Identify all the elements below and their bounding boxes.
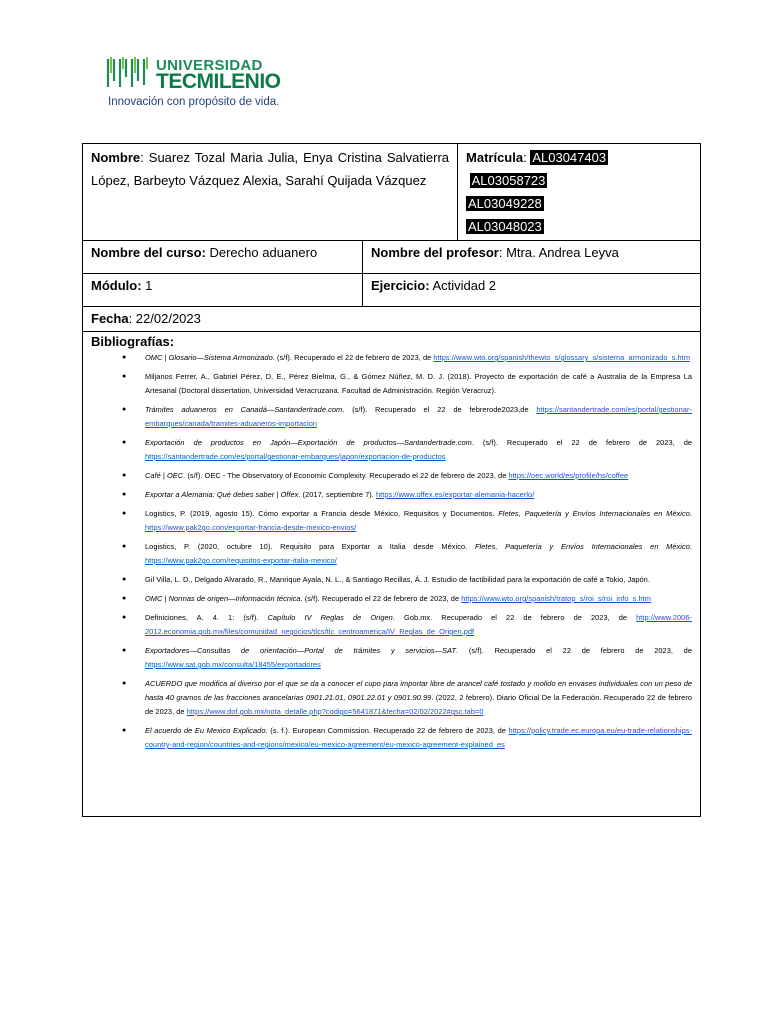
logo-tagline: Innovación con propósito de vida. [108, 96, 280, 108]
reference-item [122, 436, 693, 464]
matricula-label: Matrícula [466, 150, 524, 165]
matricula-cell: Matrícula: AL03047403 AL03058723 AL03049228 AL03048023 [458, 144, 701, 241]
reference-item [122, 488, 692, 502]
reference-item [122, 724, 693, 752]
reference-link[interactable]: https://www.wto.org/spanish/tratop_s/roi_s/roi_info_s.htm [461, 594, 651, 603]
reference-link[interactable]: https://www.dof.gob.mx/nota_detalle.php?codigo=5641871&fecha=02/02/2022#gsc.tab=0 [186, 707, 484, 716]
bullet-icon: ● [122, 491, 127, 498]
reference-title: El acuerdo de Eu Mexico Explicado [145, 726, 266, 735]
reference-item [122, 540, 693, 568]
bullet-icon: ● [122, 406, 127, 413]
course-cell [83, 241, 363, 274]
fecha-value: : 22/02/2023 [128, 311, 201, 326]
bullet-icon: ● [122, 439, 127, 446]
bullet-icon: ● [122, 510, 127, 517]
logo-university-text: UNIVERSIDAD [156, 57, 263, 74]
bullet-icon: ● [122, 647, 127, 654]
reference-text: . (s/f). Recuperado el 22 de febrero de 2023, de [300, 594, 462, 603]
reference-item [122, 469, 692, 483]
bullet-icon: ● [122, 543, 127, 550]
reference-link[interactable]: https://www.pak2go.com/requisitos-exportar-italia-mexico/ [145, 556, 337, 565]
cover-table [82, 143, 701, 817]
reference-title: Exportación de productos en Japón—Exportación de productos—Santandertrade.com [145, 438, 472, 447]
reference-item [122, 370, 693, 398]
reference-text: . (s/f). Recuperado el 22 de febrero de 2023, de [456, 646, 693, 655]
exercise-cell [363, 274, 701, 307]
ejercicio-label: Ejercicio: [371, 278, 430, 293]
curso-label: Nombre del curso: [91, 245, 206, 260]
reference-link[interactable]: https://santandertrade.com/es/portal/gestionar-embarques/japon/exportacion-de-productos [145, 452, 446, 461]
reference-title: Capítulo IV Reglas de Origen [267, 613, 393, 622]
profesor-label: Nombre del profesor [371, 245, 499, 260]
reference-text: Logistics, P. (2019, agosto 15). Cómo exportar a Francia desde México, Requisitos y Documentos. [145, 509, 499, 518]
bullet-icon: ● [122, 680, 127, 687]
fecha-label: Fecha [91, 311, 129, 326]
bullet-icon: ● [122, 727, 127, 734]
bullet-icon: ● [122, 576, 127, 583]
reference-title: Exportadores—Consultas de orientación—Portal de trámites y servicios—SAT [145, 646, 457, 655]
reference-item [122, 611, 692, 639]
reference-title: Trámites aduaneros en Canadá—Santandertrade.com [145, 405, 343, 414]
references-cell [83, 332, 701, 817]
matricula-id: AL03058723 [471, 173, 546, 188]
ejercicio-value: Actividad 2 [432, 278, 497, 293]
reference-title: OMC | Normas de origen—Información técnica [145, 594, 301, 603]
bibliography-cell [83, 307, 701, 332]
reference-title: Fletes, Paquetería y Envíos Internacionales en México [498, 509, 690, 518]
reference-link[interactable]: https://www.wto.org/spanish/thewto_s/glossary_s/sistema_armonizado_s.htm [433, 353, 691, 362]
bibliografias-heading: Bibliografías: [91, 334, 175, 349]
reference-title: OMC | Glosario—Sistema Armonizado [145, 353, 273, 362]
reference-list [91, 351, 692, 752]
reference-item [122, 351, 692, 365]
reference-text: Definiciones, A. 4. 1: (s/f). [145, 613, 268, 622]
reference-link[interactable]: http://www.2006-2012.economia.gob.mx/files/comunidad_negocios/tlcs/tlc_centroamerica/IV_Reglas_de_Origen.pdf [145, 613, 692, 636]
modulo-value: 1 [145, 278, 153, 293]
student-names-cell [83, 144, 458, 241]
reference-text: . Gob.mx. Recuperado el 22 de febrero de 2023, de [392, 613, 637, 622]
bullet-icon: ● [122, 373, 127, 380]
reference-text: . (s/f). Recuperado el 22 de febrero de 2023, de [272, 353, 434, 362]
logo-tecmilenio-text: TECMILENIO [156, 70, 281, 93]
modulo-label: Módulo: [91, 278, 142, 293]
reference-text: . (2017, septiembre 7). [298, 490, 376, 499]
fecha-line [91, 309, 692, 329]
reference-title: Exportar a Alemania: Qué debes saber | Offex [145, 490, 299, 499]
bullet-icon: ● [122, 595, 127, 602]
reference-title: Café | OEC [145, 471, 184, 480]
curso-value: Derecho aduanero [209, 245, 318, 260]
bullet-icon: ● [122, 472, 127, 479]
tecmilenio-logo-icon [104, 55, 156, 91]
reference-text: Gil Villa, L. D., Delgado Alvarado, R., Manrique Ayala, N. L., & Santiago Recillas, Á. J. Estudio de factibilidad para la exportación de café a Tokio, Japón. [145, 575, 650, 584]
profesor-value: : Mtra. Andrea Leyva [498, 245, 619, 260]
reference-text: . (s/f). Recuperado el 22 de febrero de 2023, de [471, 438, 693, 447]
reference-link[interactable]: https://www.sat.gob.mx/consulta/18455/exportadores [145, 660, 321, 669]
reference-item [122, 677, 693, 719]
reference-text: Miljanos Ferrer, A., Gabriel Pérez, D. E., Pérez Bielma, G., & Gómez Núñez, M. D. J. (2018). Proyecto de exportación de café a Australia de la Empresa La Artesanal (Doctoral dissertation, Universidad Veracruzana. Facultad de Administración. Región Veracruz). [145, 372, 693, 395]
matricula-id: AL03048023 [468, 219, 542, 234]
reference-text: . (s. f.). European Commission. Recuperado 22 de febrero de 2023, de [265, 726, 509, 735]
bullet-icon: ● [122, 614, 127, 621]
reference-link[interactable]: https://santandertrade.com/es/portal/gestionar-embarques/canada/tramites-aduaneros-importacion [145, 405, 693, 428]
reference-item [122, 644, 693, 672]
reference-text: . [689, 542, 693, 551]
matricula-id: AL03047403 [532, 150, 607, 165]
reference-text: . [689, 509, 692, 518]
reference-link[interactable]: https://www.pak2go.com/exportar-francia-desde-mexico-envios/ [145, 523, 357, 532]
module-cell [83, 274, 363, 307]
reference-text: Logistics, P. (2020, octubre 10). Requisito para Exportar a Italia desde México. [145, 542, 475, 551]
reference-item [122, 573, 692, 587]
reference-text: . (2022, 2 febrero). Diario Oficial De la Federación. Recuperado 22 de febrero de 2023, de [145, 693, 693, 716]
professor-cell [363, 241, 701, 274]
reference-link[interactable]: https://oec.world/es/profile/hs/coffee [508, 471, 629, 480]
bullet-icon: ● [122, 354, 127, 361]
reference-link[interactable]: https://policy.trade.ec.europa.eu/eu-trade-relationships-country-and-region/countries-and-regions/mexico/eu-mexico-agreement/eu-mexico-agreement-explained_es [145, 726, 693, 749]
reference-item [122, 507, 692, 535]
reference-link[interactable]: https://www.offex.es/exportar-alemania-hacerlo/ [376, 490, 535, 499]
nombre-label: Nombre [91, 150, 141, 165]
nombre-value: : Suarez Tozal Maria Julia, Enya Cristina Salvatierra López, Barbeyto Vázquez Alexia, Sarahí Quijada Vázquez [91, 150, 450, 188]
reference-title: ACUERDO que modifica al diverso por el que se da a conocer el cupo para importar libre de arancel café tostado y molido en envases individuales con un peso de hasta 40 gramos de las fracciones arancelarias 0901.21.01, 0901.22.01 y 0901.90.99 [145, 679, 693, 702]
university-logo [104, 55, 304, 115]
reference-item [122, 592, 692, 606]
reference-title: Fletes, Paquetería y Envíos Internacionales en México [474, 542, 690, 551]
matricula-id: AL03049228 [468, 196, 542, 211]
reference-text: . (s/f). OEC - The Observatory of Economic Complexity. Recuperado el 22 de febrero de 2023, de [183, 471, 509, 480]
reference-item [122, 403, 693, 431]
reference-text: . (s/f). Recuperado el 22 de febrerode2023,de [342, 405, 537, 414]
